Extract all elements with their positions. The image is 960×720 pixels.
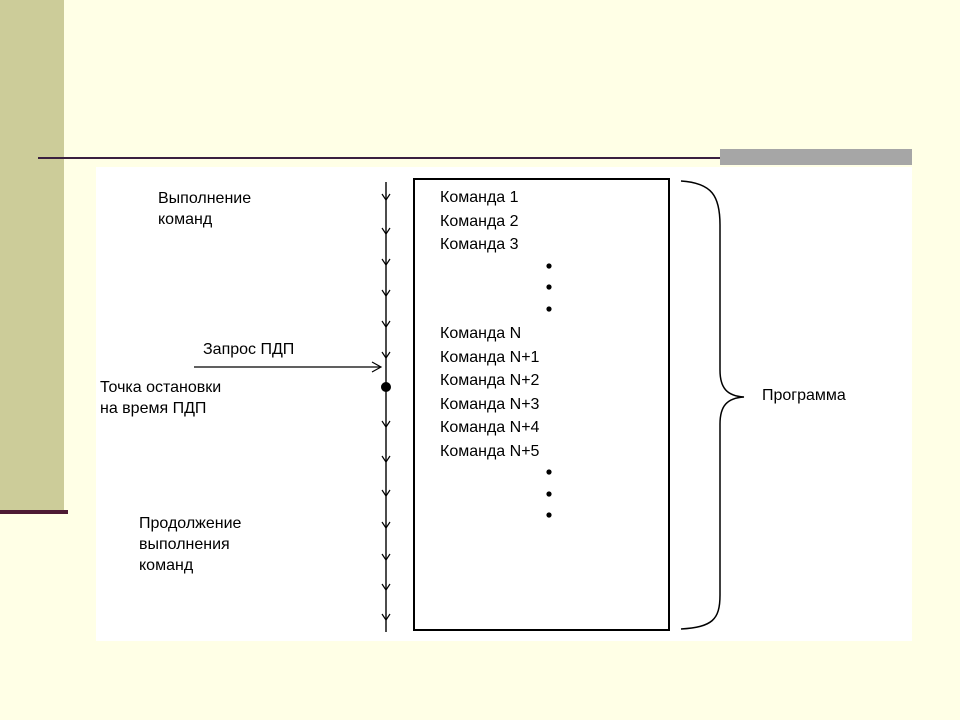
- dma-request-arrow: [194, 362, 381, 372]
- command-item: Команда 1: [440, 189, 519, 206]
- command-item: Команда 2: [440, 213, 519, 230]
- ellipsis-dot: [546, 512, 551, 517]
- program-label: Программа: [762, 387, 846, 404]
- command-item: Команда N+1: [440, 349, 540, 366]
- program-brace: [681, 181, 744, 629]
- execution-label: Выполнение команд: [158, 190, 252, 228]
- command-item: Команда N+3: [440, 396, 540, 413]
- ellipsis-dot: [546, 263, 551, 268]
- ellipsis-dot: [546, 306, 551, 311]
- command-item: Команда N+2: [440, 372, 540, 389]
- ellipsis-dot: [546, 284, 551, 289]
- ellipsis-dot: [546, 491, 551, 496]
- command-item: Команда N: [440, 325, 522, 342]
- dma-request-label: Запрос ПДП: [203, 341, 295, 358]
- continuation-label: Продолжение выполнения команд: [139, 515, 242, 574]
- command-item: Команда N+4: [440, 419, 540, 436]
- command-item: Команда N+5: [440, 443, 540, 460]
- ellipsis-dot: [546, 469, 551, 474]
- command-item: Команда 3: [440, 236, 519, 253]
- stop-point-label: Точка остановки на время ПДП: [100, 379, 222, 417]
- stop-point-marker: [381, 382, 391, 392]
